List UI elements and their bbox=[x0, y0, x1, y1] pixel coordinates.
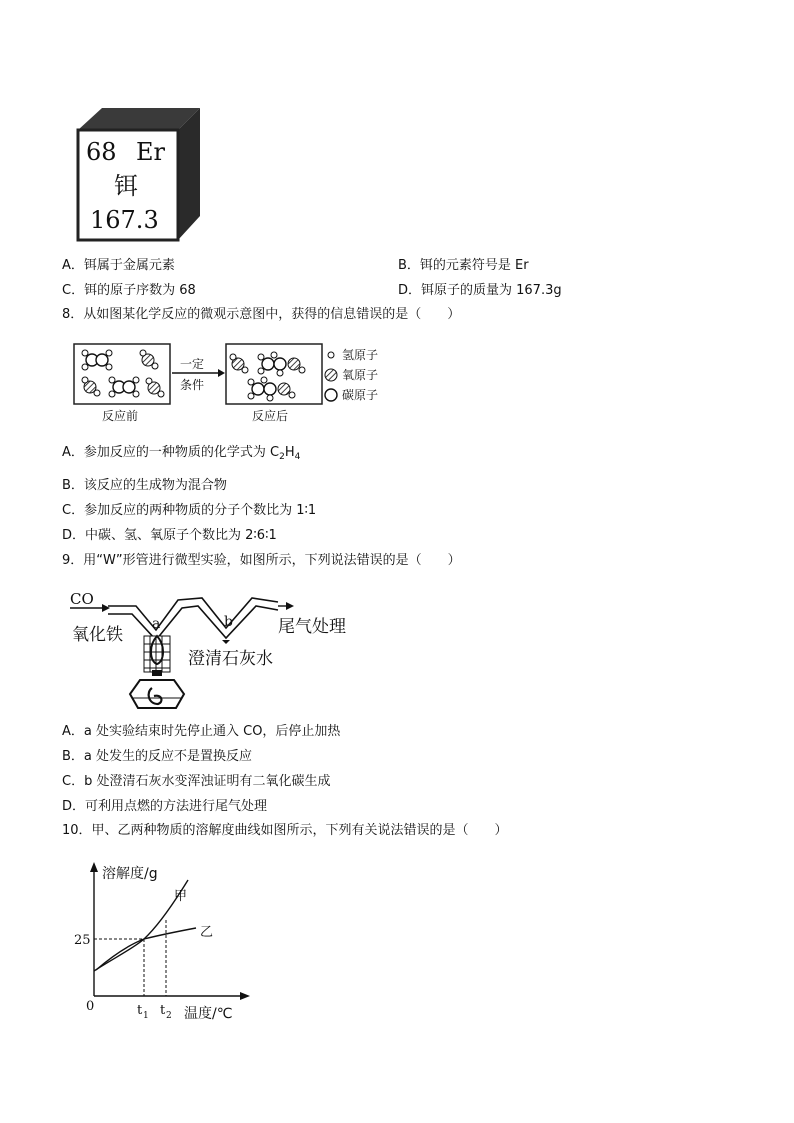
x-tick-t2 bbox=[160, 1003, 172, 1021]
series-jia-label: 甲 bbox=[174, 889, 188, 904]
q8-option-b: B．该反应的生成物为混合物 bbox=[62, 478, 227, 493]
atomic-number: 68 bbox=[86, 138, 117, 166]
after-label: 反应后 bbox=[252, 409, 289, 423]
q9-option-c: C．b 处澄清石灰水变浑浊证明有二氧化碳生成 bbox=[62, 774, 331, 789]
q9-stem: 9．用“W”形管进行微型实验，如图所示，下列说法错误的是（ ） bbox=[62, 553, 461, 568]
origin-label: 0 bbox=[86, 999, 95, 1014]
q7-option-d: D．铒原子的质量为 167.3g bbox=[398, 283, 562, 298]
y-tick-25: 25 bbox=[74, 933, 91, 948]
series-yi-line bbox=[96, 928, 196, 970]
q8-stem: 8．从如图某化学反应的微观示意图中，获得的信息错误的是（ ） bbox=[62, 307, 461, 322]
limewater-label: 澄清石灰水 bbox=[188, 649, 273, 669]
condition-top: 一定 bbox=[180, 357, 205, 371]
q8-option-d: D．中碳、氢、氧原子个数比为 2∶6∶1 bbox=[62, 528, 277, 543]
legend-carbon bbox=[325, 387, 378, 402]
q10-stem: 10．甲、乙两种物质的溶解度曲线如图所示，下列有关说法错误的是（ ） bbox=[62, 823, 508, 838]
label-a: a bbox=[152, 616, 161, 632]
solubility-chart bbox=[74, 858, 260, 1028]
label-b: b bbox=[224, 614, 233, 630]
legend-hydrogen bbox=[328, 348, 378, 362]
svg-text:2: 2 bbox=[166, 1011, 172, 1021]
condition-bottom: 条件 bbox=[180, 378, 205, 392]
atomic-mass: 167.3 bbox=[90, 206, 159, 234]
element-symbol: Er bbox=[136, 138, 165, 166]
before-label: 反应前 bbox=[102, 409, 139, 423]
q7-option-a: A．铒属于金属元素 bbox=[62, 258, 175, 273]
q8-option-c: C．参加反应的两种物质的分子个数比为 1∶1 bbox=[62, 503, 317, 518]
svg-text:1: 1 bbox=[143, 1011, 149, 1021]
w-tube-apparatus bbox=[66, 584, 366, 712]
svg-text:t: t bbox=[137, 1003, 143, 1018]
q9-option-b: B．a 处发生的反应不是置换反应 bbox=[62, 749, 253, 764]
reaction-diagram bbox=[72, 342, 402, 426]
q9-option-d: D．可利用点燃的方法进行尾气处理 bbox=[62, 799, 268, 814]
svg-text:碳原子: 碳原子 bbox=[342, 388, 379, 402]
exhaust-label: 尾气处理 bbox=[278, 617, 346, 637]
element-card-figure bbox=[72, 104, 212, 246]
q9-option-a: A．a 处实验结束时先停止通入 CO，后停止加热 bbox=[62, 724, 341, 739]
svg-text:氧原子: 氧原子 bbox=[342, 368, 379, 382]
svg-text:氢原子: 氢原子 bbox=[342, 348, 379, 362]
co-label: CO bbox=[70, 590, 94, 608]
x-tick-t1 bbox=[137, 1003, 149, 1021]
q7-option-b: B．铒的元素符号是 Er bbox=[398, 258, 529, 273]
q8-option-a: A．参加反应的一种物质的化学式为 $C_2H_4$ bbox=[62, 445, 301, 462]
iron-oxide-label: 氧化铁 bbox=[72, 625, 123, 645]
y-axis-label: 溶解度/g bbox=[102, 866, 158, 882]
svg-text:t: t bbox=[160, 1003, 166, 1018]
x-axis-label: 温度/℃ bbox=[184, 1006, 233, 1022]
element-name: 铒 bbox=[114, 172, 138, 200]
legend-oxygen bbox=[325, 368, 378, 382]
series-yi-label: 乙 bbox=[200, 925, 214, 940]
q7-option-c: C．铒的原子序数为 68 bbox=[62, 283, 196, 298]
